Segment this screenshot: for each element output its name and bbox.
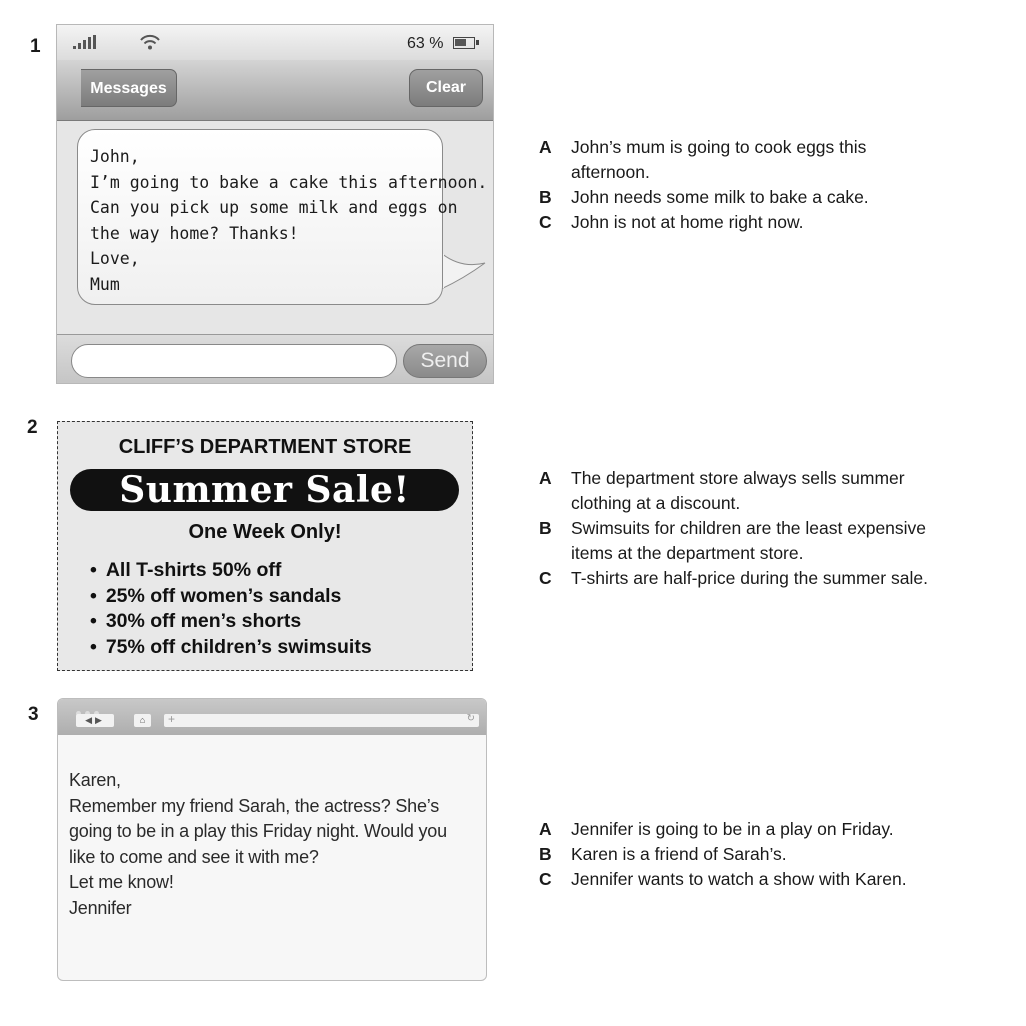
- option-letter: B: [539, 844, 552, 864]
- answer-options: [539, 817, 989, 892]
- email-line: Let me know!: [69, 872, 174, 892]
- message-line: John,: [90, 147, 140, 166]
- sale-advertisement: [57, 421, 473, 671]
- sale-item: • 75% off children’s swimsuits: [90, 635, 372, 661]
- option-a[interactable]: [539, 466, 949, 516]
- battery-fill: [455, 39, 466, 46]
- message-line: the way home? Thanks!: [90, 223, 299, 243]
- option-text: T-shirts are half-price during the summer sale.: [571, 568, 928, 588]
- email-body: [69, 768, 447, 921]
- navigation-bar: [57, 60, 493, 121]
- store-name: CLIFF’S DEPARTMENT STORE: [118, 436, 412, 458]
- option-letter: C: [539, 568, 552, 588]
- option-text: Karen is a friend of Sarah’s.: [571, 844, 787, 864]
- option-text: Jennifer wants to watch a show with Karen.: [571, 869, 907, 889]
- battery-icon: [453, 37, 475, 49]
- option-c[interactable]: [539, 210, 919, 235]
- signal-icon: [73, 35, 101, 49]
- back-button-label: Messages: [90, 80, 167, 97]
- browser-toolbar: [58, 699, 486, 735]
- battery-percentage: 63 %: [407, 35, 444, 52]
- sale-item: • 30% off men’s shorts: [90, 609, 372, 635]
- option-letter: A: [539, 137, 552, 157]
- sale-items: [90, 558, 372, 660]
- email-line: Remember my friend Sarah, the actress? She’s: [69, 795, 440, 816]
- option-text: John is not at home right now.: [571, 212, 804, 232]
- message-area: [57, 121, 493, 334]
- message-line: Mum: [90, 274, 120, 294]
- browser-window: [57, 698, 487, 981]
- sale-item: • All T-shirts 50% off: [90, 558, 372, 584]
- reload-icon: ↻: [466, 713, 475, 724]
- option-letter: B: [539, 187, 552, 207]
- option-a[interactable]: [539, 817, 989, 842]
- bubble-tail: [441, 251, 491, 291]
- send-button[interactable]: Send: [403, 344, 487, 378]
- wifi-icon: [139, 33, 161, 51]
- email-line: going to be in a play this Friday night. Would you: [69, 821, 447, 841]
- option-text: Jennifer is going to be in a play on Friday.: [571, 819, 894, 839]
- status-bar: [57, 25, 493, 61]
- question-number: 1: [30, 36, 41, 57]
- messages-back-button[interactable]: [81, 69, 177, 107]
- sale-item: • 25% off women’s sandals: [90, 584, 372, 610]
- option-text: Swimsuits for children are the least expensive items at the department store.: [571, 518, 927, 563]
- option-text: The department store always sells summer clothing at a discount.: [571, 468, 905, 513]
- answer-options: [539, 466, 949, 591]
- option-letter: C: [539, 212, 552, 232]
- message-line: I’m going to bake a cake this afternoon.: [90, 172, 488, 192]
- clear-button[interactable]: Clear: [409, 69, 483, 107]
- option-c[interactable]: [539, 566, 949, 591]
- email-line: Jennifer: [69, 897, 132, 918]
- address-bar[interactable]: [164, 714, 479, 727]
- plus-icon: +: [168, 712, 176, 726]
- option-letter: B: [539, 518, 552, 538]
- question-number: 3: [28, 704, 39, 725]
- option-text: John needs some milk to bake a cake.: [571, 187, 869, 207]
- message-line: Can you pick up some milk and eggs on: [90, 198, 458, 217]
- option-a[interactable]: [539, 135, 919, 185]
- sale-headline: Summer Sale!: [70, 469, 459, 511]
- option-c[interactable]: [539, 867, 989, 892]
- option-letter: C: [539, 869, 552, 889]
- answer-options: [539, 135, 919, 235]
- option-b[interactable]: [539, 842, 989, 867]
- home-icon[interactable]: ⌂: [134, 714, 151, 727]
- option-b[interactable]: [539, 516, 949, 566]
- option-text: John’s mum is going to cook eggs this afternoon.: [571, 137, 867, 182]
- message-input[interactable]: [71, 344, 397, 378]
- option-letter: A: [539, 468, 552, 488]
- back-forward-icon[interactable]: ◀▶: [76, 714, 114, 727]
- email-line: like to come and see it with me?: [69, 846, 319, 867]
- message-bubble: [77, 129, 488, 305]
- option-b[interactable]: [539, 185, 919, 210]
- compose-bar: [57, 334, 493, 384]
- question-number: 2: [27, 417, 38, 438]
- option-letter: A: [539, 819, 552, 839]
- email-line: Karen,: [69, 770, 121, 790]
- phone-screen: [56, 24, 494, 384]
- message-line: Love,: [90, 249, 140, 268]
- sale-subheading: One Week Only!: [188, 521, 342, 543]
